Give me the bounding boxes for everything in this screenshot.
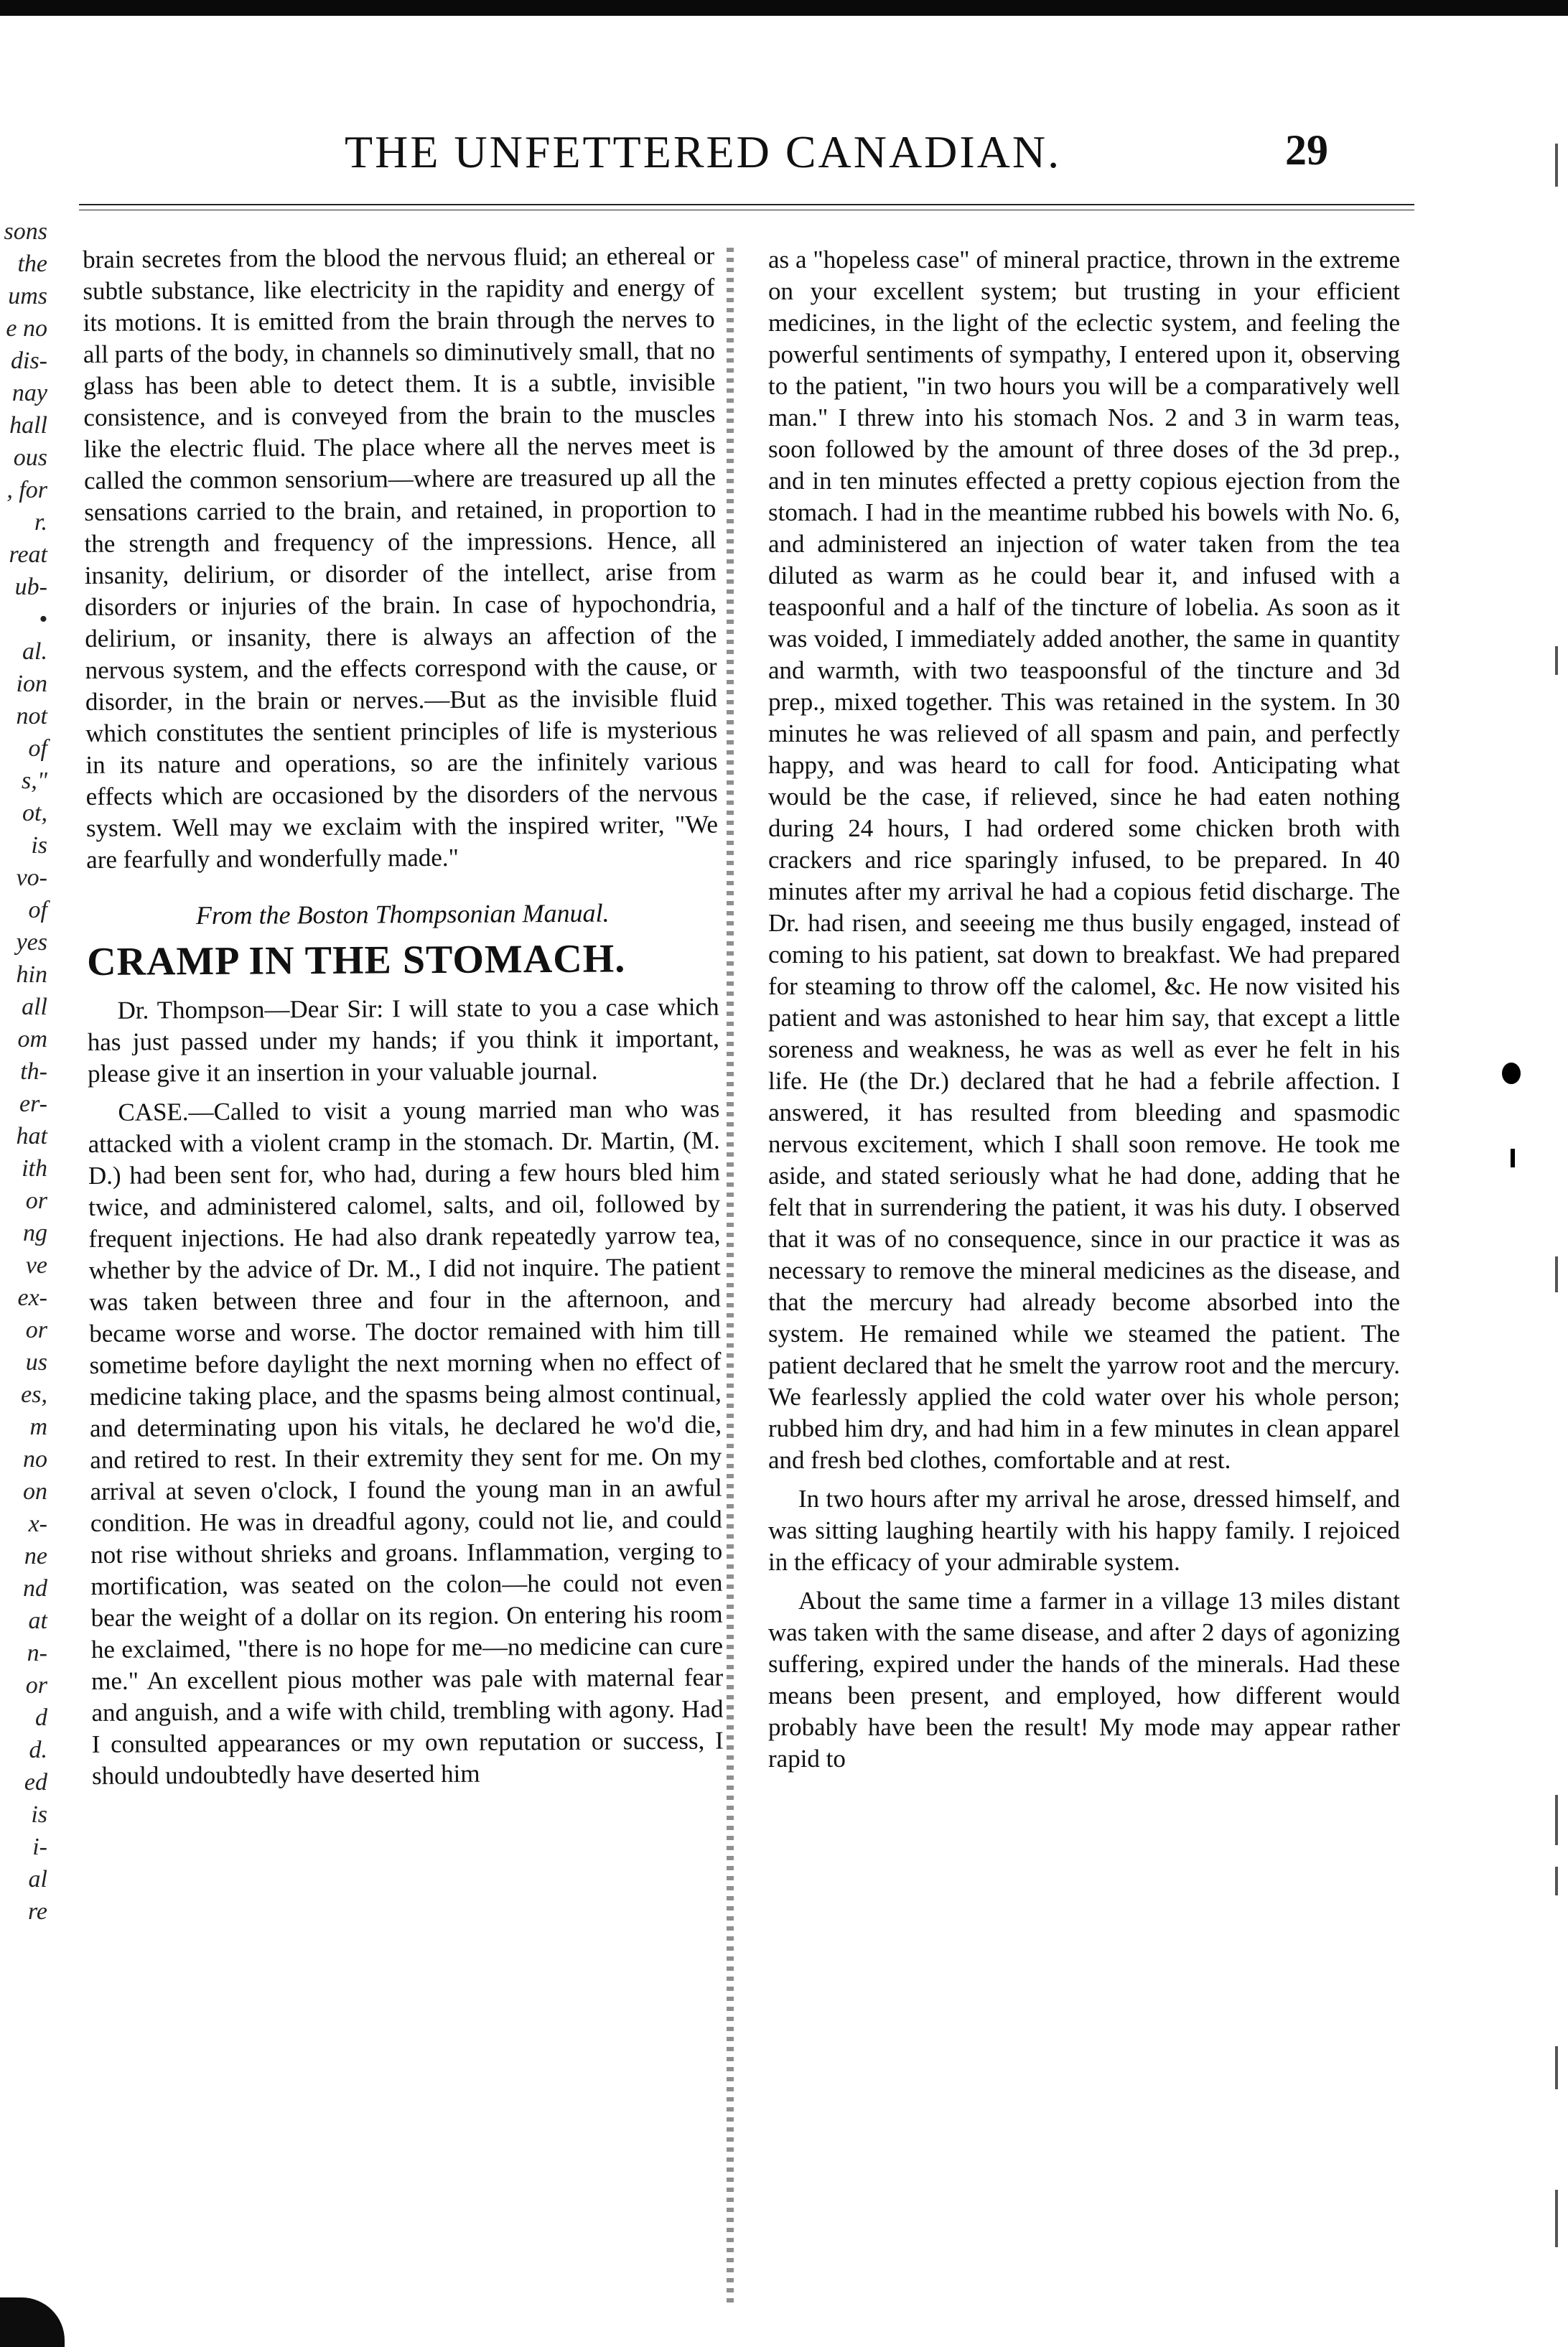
margin-fragment: nd <box>23 1575 47 1602</box>
margin-fragment: ith <box>22 1155 47 1182</box>
margin-fragment: is <box>31 1801 47 1828</box>
margin-fragment: all <box>22 994 47 1020</box>
margin-fragment: er- <box>19 1091 47 1117</box>
margin-fragment: not <box>16 703 47 729</box>
column-divider <box>727 248 734 2308</box>
margin-fragment: sons <box>4 218 47 245</box>
page-corner-shadow <box>0 2297 65 2347</box>
margin-fragment: the <box>17 251 47 277</box>
margin-fragment: s," <box>21 767 47 794</box>
margin-fragment: hall <box>9 412 47 439</box>
margin-fragment: is <box>31 832 47 859</box>
margin-fragment: or <box>25 1188 47 1214</box>
margin-fragment: , for <box>6 477 47 503</box>
margin-fragment: ex- <box>17 1284 47 1311</box>
margin-fragment: ums <box>8 283 47 309</box>
page-number: 29 <box>1285 126 1328 174</box>
margin-fragment: es, <box>21 1381 47 1408</box>
margin-fragment: d. <box>29 1737 47 1763</box>
margin-fragment: of <box>28 735 47 762</box>
page-top-edge <box>0 0 1568 16</box>
body-paragraph: About the same time a farmer in a village 13 miles distant was taken with the same disease, and after 2 days of agonizing suffering, expired under the hands of the minerals. Had these means been present, and employed, how different would probably have been the result! My mode may appear rather rapid to <box>768 1587 1400 1773</box>
margin-fragment: al. <box>22 638 47 665</box>
margin-fragment: or <box>25 1672 47 1699</box>
left-column <box>83 241 727 2312</box>
margin-fragment: hat <box>16 1123 47 1149</box>
ink-blot <box>1502 1063 1521 1084</box>
body-paragraph: Dr. Thompson—Dear Sir: I will state to you a case which has just passed under my hands; if you think it important, please give it an insertion in your valuable journal. <box>87 992 719 1088</box>
margin-fragment: re <box>27 1898 47 1925</box>
margin-fragment: ed <box>24 1769 47 1796</box>
margin-fragment: om <box>17 1026 47 1053</box>
margin-fragment: of <box>28 897 47 923</box>
body-paragraph: brain secretes from the blood the nervous fluid; an ethereal or subtle substance, like electricity in the rapidity and energy of its motions. It is emitted from the brain through the nerves to all parts of the body, in channels so diminutively small, that no glass has been able to detect them. It is a subtle, invisible consistence, and is conveyed from the brain to the muscles like the electric fluid. The place where all the nerves meet is called the common sensorium—where are treasured up all the sensations carried to the brain, and retained, in proportion to the strength and frequency of the impressions. Hence, all insanity, delirium, or disorder of the intellect, arise from disorders or injuries of the brain. In case of hypochondria, delirium, or insanity, there is always an affection of the nervous system, and the effects correspond with the cause, or disorder, in the brain or nerves.—But as the invisible fluid which constitutes the sentient principles of life is mysterious in its nature and operations, so are the infinitely various effects which are occasioned by the disorders of the nervous system. Well may we exclaim with the inspired writer, "We are fearfully and wonderfully made." <box>83 241 719 874</box>
margin-fragment: us <box>25 1349 47 1376</box>
ink-mark <box>1511 1149 1515 1167</box>
margin-fragment: at <box>28 1608 47 1634</box>
source-attribution: From the Boston Thompsonian Manual. <box>195 898 610 930</box>
margin-fragment: no <box>23 1446 47 1473</box>
margin-fragment: ng <box>23 1220 47 1246</box>
margin-fragment: r. <box>34 509 47 536</box>
margin-fragment: x- <box>28 1511 47 1537</box>
section-heading: CRAMP IN THE STOMACH. <box>86 936 626 984</box>
margin-fragment: • <box>39 606 47 633</box>
margin-fragment: ne <box>24 1543 47 1569</box>
margin-fragment: m <box>29 1414 47 1440</box>
body-paragraph: In two hours after my arrival he arose, dressed himself, and was sitting laughing heartily with his happy family. I rejoiced in the efficacy of your admirable system. <box>768 1485 1400 1576</box>
margin-fragment: nay <box>11 380 47 406</box>
margin-fragment: vo- <box>16 864 47 891</box>
header-rule-top <box>79 204 1414 205</box>
margin-fragment: ot, <box>22 800 47 826</box>
right-column <box>768 244 1400 2312</box>
margin-fragment: reat <box>9 541 47 568</box>
margin-fragment: ub- <box>14 574 47 600</box>
margin-fragment: e no <box>6 315 47 342</box>
margin-fragment: th- <box>20 1058 47 1085</box>
margin-fragment: ve <box>25 1252 47 1279</box>
margin-fragment: on <box>23 1478 47 1505</box>
right-margin-marks <box>1518 0 1568 2347</box>
running-title: THE UNFETTERED CANADIAN. <box>345 126 1062 177</box>
margin-fragment: dis- <box>11 347 47 374</box>
margin-fragment: al <box>28 1866 47 1893</box>
margin-fragment: n- <box>27 1640 47 1666</box>
margin-fragment: hin <box>16 961 47 988</box>
margin-fragment: ous <box>13 444 47 471</box>
margin-fragment: ion <box>16 671 47 697</box>
body-paragraph: CASE.—Called to visit a young married man who was attacked with a violent cramp in the stomach. Dr. Martin, (M. D.) had been sent for, who had, during a few hours bled him twice, and administered calomel, salts, and oil, followed by frequent injections. He had also drank repeatedly yarrow tea, whether by the advice of Dr. M., I did not inquire. The patient was taken between three and four in the afternoon, and became worse and worse. The doctor remained with him till sometime before daylight the next morning when no effect of medicine taking place, and the spasms being almost continual, and determinating upon his vitals, he declared he wo'd die, and retired to rest. In their extremity they sent for me. On my arrival at seven o'clock, I found the young man in an awful condition. He was in dreadful agony, could not lie, and could not rise without shrieks and groans. Inflammation, verging to mortification, was seated on the colon—he could not even bear the weight of a dollar on its region. On entering his room he exclaimed, "there is no hope for me—no medicine can cure me." An excellent pious mother was pale with maternal fear and anguish, and a wife with child, trembling with agony. Had I consulted appearances or my own reputation or success, I should undoubtedly have deserted him <box>88 1094 724 1790</box>
body-paragraph: as a "hopeless case" of mineral practice, thrown in the extreme on your excellent system; but trusting in your efficient medicines, in the light of the eclectic system, and feeling the powerful sentiments of sympathy, I entered upon it, observing to the patient, "in two hours you will be a comparatively well man." I threw into his stomach Nos. 2 and 3 in warm teas, soon followed by the amount of three doses of the 3d prep., and in ten minutes effected a pretty copious ejection from the stomach. I had in the meantime rubbed his bowels with No. 6, and administered an injection of water taken from the tea diluted as warm as he could bear it, and infused with a teaspoonful and a half of the tincture of lobelia. As soon as it was voided, I immediately added another, the same in quantity and warmth, with two teaspoonsful of the tincture and 3d prep., mixed together. This was retained in the system. In 30 minutes he was relieved of all spasm and pain, and perfectly happy, and was heard to call for food. Anticipating what would be the case, if relieved, since he had eaten nothing during 24 hours, I had ordered some chicken broth with crackers and rice sparingly infused, to be prepared. In 40 minutes after my arrival he had a copious fetid discharge. The Dr. had risen, and seeeing me thus busily engaged, instead of coming to his patient, sat down to breakfast. We had prepared for steaming to throw off the calomel, &c. He now visited his patient and was astonished to hear him say, that except a little soreness and weakness, he was as well as ever he felt in his life. He (the Dr.) declared that he had a febrile affection. I answered, it has resulted from bleeding and spasmodic nervous excitement, which I shall soon remove. He took me aside, and stated seriously what he had done, adding that he felt that in surrendering the patient, it was his duty. I observed that it was of no consequence, since in our practice it was as necessary to remove the mineral medicines as the disease, and that the mercury had already become absorbed into the system. He remained while we steamed the patient. The patient declared that he smelt the yarrow root and the mercury. We fearlessly applied the cold water over his whole person; rubbed him dry, and had him in a few minutes in clean apparel and fresh bed clothes, comfortable and at rest. <box>768 246 1400 1474</box>
left-margin-fragments <box>0 215 52 2312</box>
margin-fragment: d <box>35 1704 47 1731</box>
margin-fragment: or <box>25 1317 47 1343</box>
page-header <box>108 126 1328 183</box>
margin-fragment: i- <box>32 1834 47 1860</box>
margin-fragment: yes <box>16 929 47 956</box>
